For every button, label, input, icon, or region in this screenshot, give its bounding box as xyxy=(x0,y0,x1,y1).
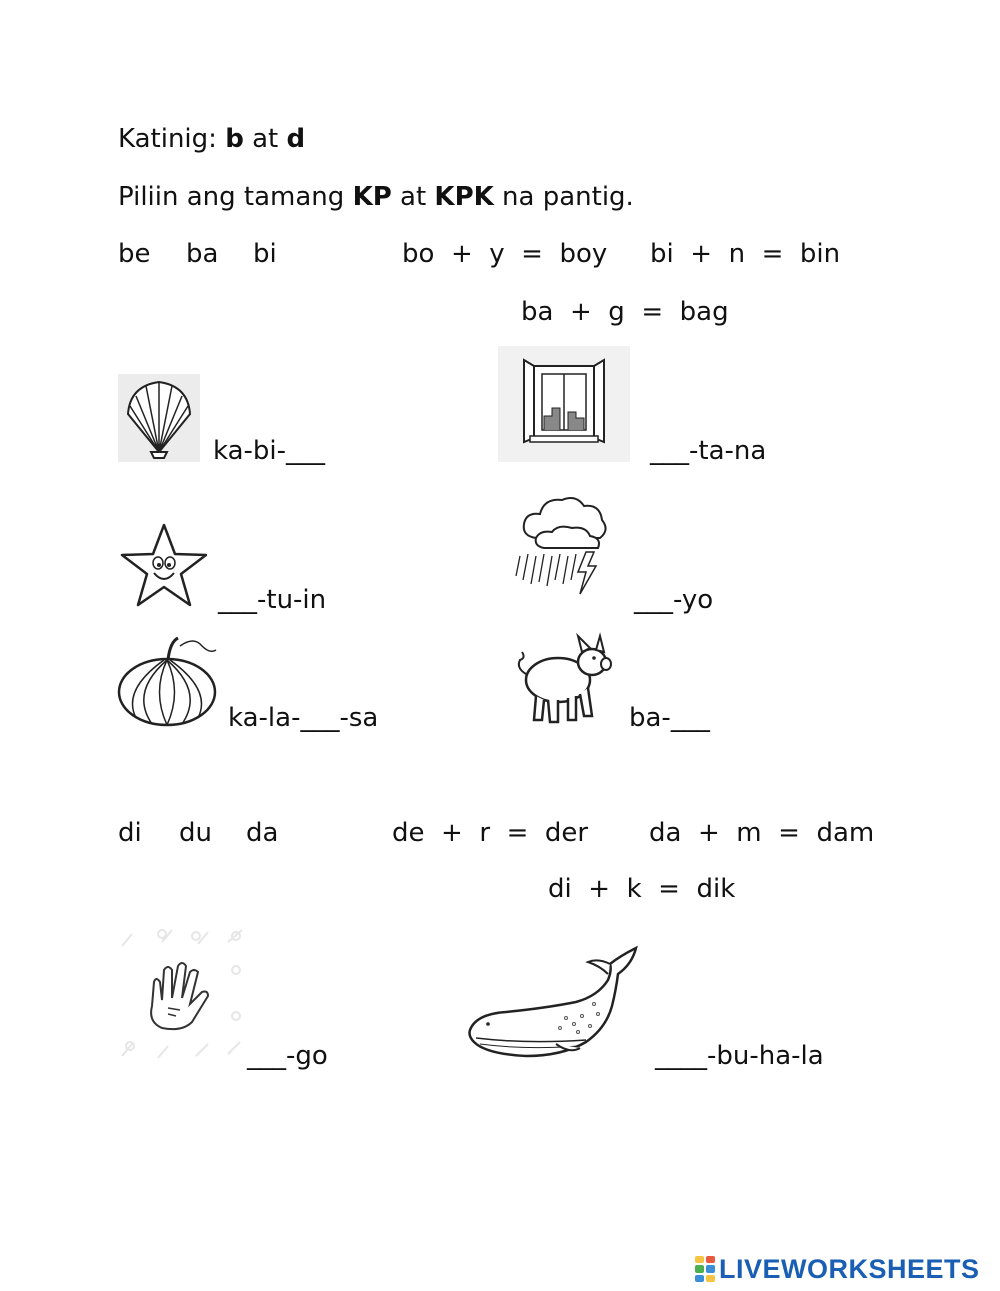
answer-bituin[interactable]: ___-tu-in xyxy=(218,585,327,615)
title-letter-b: b xyxy=(225,124,244,154)
instruction xyxy=(118,184,634,210)
liveworksheets-logo xyxy=(695,1254,980,1284)
brand-name: LIVEWORKSHEETS xyxy=(719,1253,980,1284)
answer-bintana[interactable]: ___-ta-na xyxy=(650,436,767,466)
syllable-du: du xyxy=(179,818,212,848)
instruction-kpk: KPK xyxy=(434,182,494,212)
hand-icon xyxy=(118,926,250,1064)
equation-dik: di + k = dik xyxy=(548,874,736,904)
equation-dam: da + m = dam xyxy=(649,818,875,848)
syllable-di: di xyxy=(118,818,142,848)
answer-kalabasa[interactable]: ka-la-___-sa xyxy=(228,703,379,733)
title-prefix: Katinig: xyxy=(118,124,226,154)
storm-cloud-icon xyxy=(514,490,612,604)
answer-kabibe[interactable]: ka-bi-___ xyxy=(213,436,326,466)
answer-dambuhala[interactable]: ____-bu-ha-la xyxy=(655,1041,824,1071)
shell-icon xyxy=(118,374,200,462)
answer-bagyo[interactable]: ___-yo xyxy=(634,585,714,615)
pig-icon xyxy=(512,630,614,728)
equation-bag: ba + g = bag xyxy=(521,297,729,327)
answer-baboy[interactable]: ba-___ xyxy=(629,703,710,733)
instruction-kp: KP xyxy=(352,182,392,212)
window-icon xyxy=(498,346,630,462)
syllable-be: be xyxy=(118,239,151,269)
instruction-prefix: Piliin ang tamang xyxy=(118,182,353,212)
logo-blocks-icon xyxy=(695,1256,715,1282)
worksheet-title xyxy=(118,126,305,152)
instruction-at: at xyxy=(391,182,435,212)
whale-icon xyxy=(466,944,640,1060)
title-letter-d: d xyxy=(286,124,306,154)
answer-daliri[interactable]: ___-go xyxy=(247,1041,328,1071)
title-at: at xyxy=(243,124,287,154)
syllable-ba: ba xyxy=(186,239,219,269)
star-icon xyxy=(118,521,210,609)
pumpkin-icon xyxy=(116,632,218,728)
equation-boy: bo + y = boy xyxy=(402,239,608,269)
syllable-da: da xyxy=(246,818,279,848)
instruction-suffix: na pantig. xyxy=(493,182,634,212)
equation-bin: bi + n = bin xyxy=(650,239,841,269)
syllable-bi: bi xyxy=(253,239,277,269)
equation-der: de + r = der xyxy=(392,818,589,848)
